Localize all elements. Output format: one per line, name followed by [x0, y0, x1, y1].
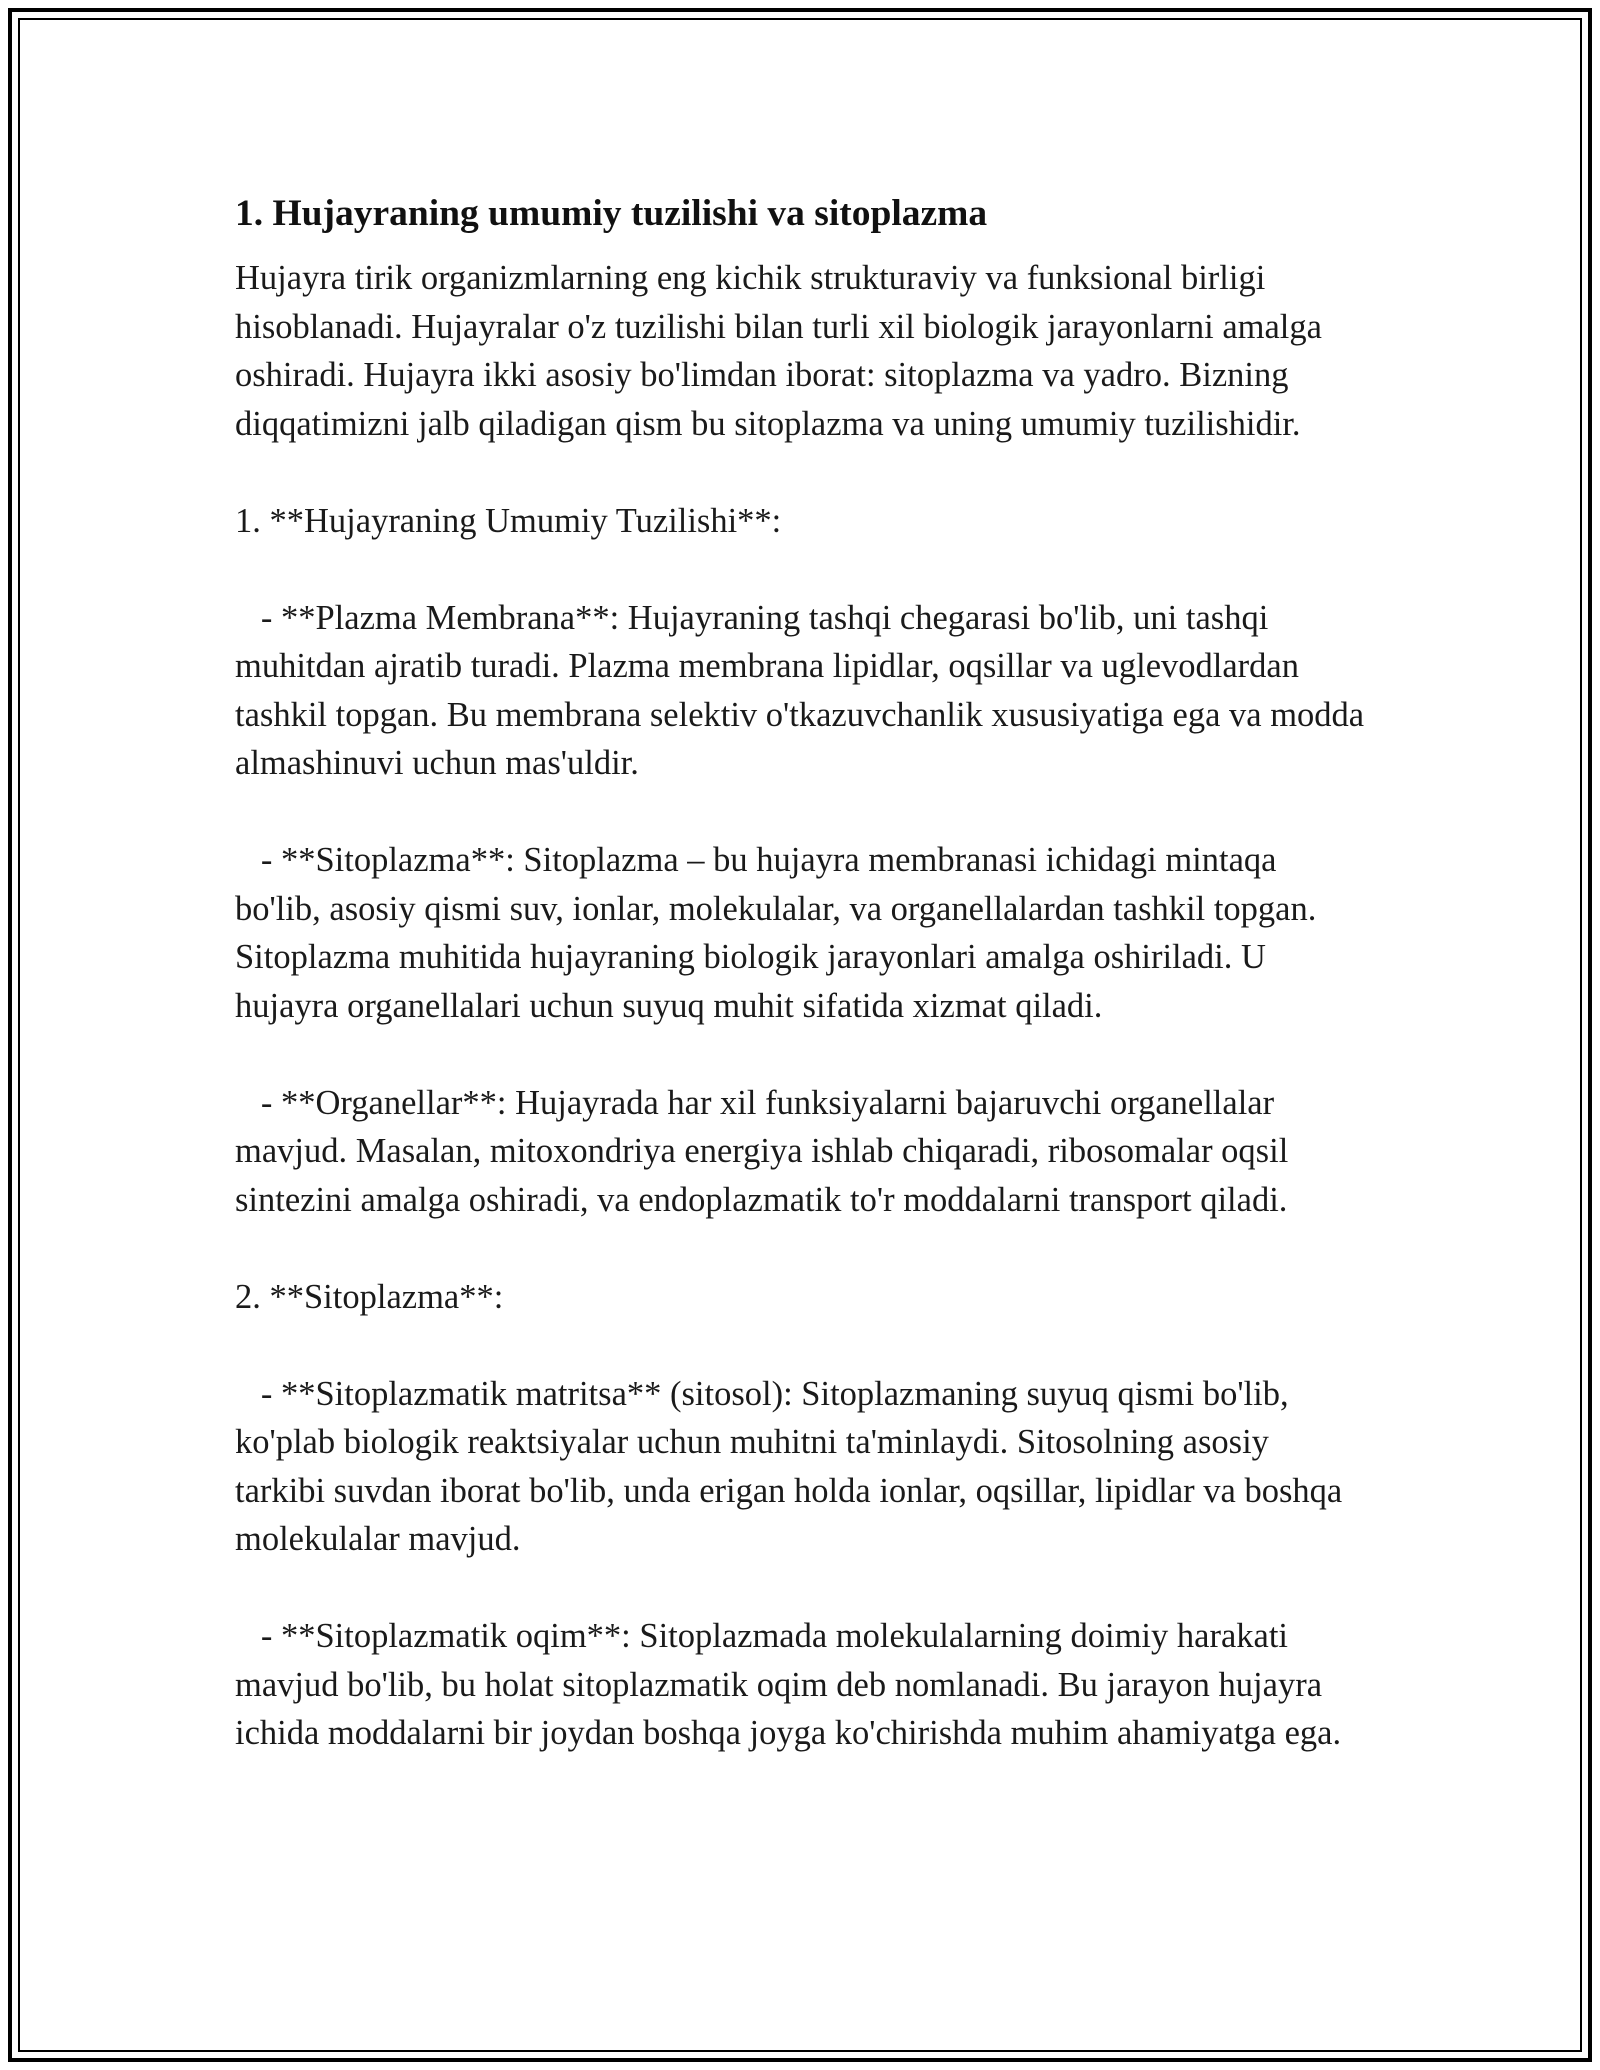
section-heading-umumiy-tuzilishi: 1. **Hujayraning Umumiy Tuzilishi**:	[235, 501, 782, 540]
section-heading-sitoplazma: 2. **Sitoplazma**:	[235, 1277, 504, 1316]
list-item-sitoplazmatik-oqim: - **Sitoplazmatik oqim**: Sitoplazmada molekulalarning doimiy harakati mavjud bo'lib, bu holat sitoplazmatik oqim deb nomlanadi. Bu jarayon hujayra ichida moddalarni bir joydan boshqa joyga ko'chirishda muhim ahamiyatga ega.	[235, 1617, 1342, 1752]
document-body	[235, 190, 1373, 1758]
list-item-sitoplazmatik-matritsa: - **Sitoplazmatik matritsa** (sitosol): Sitoplazmaning suyuq qismi bo'lib, ko'plab biologik reaktsiyalar uchun muhitni ta'minlaydi. Sitosolning asosiy tarkibi suvdan iborat bo'lib, unda erigan holda ionlar, oqsillar, lipidlar va boshqa molekulalar mavjud.	[235, 1374, 1351, 1558]
intro-paragraph: Hujayra tirik organizmlarning eng kichik strukturaviy va funksional birligi hisoblanadi. Hujayralar o'z tuzilishi bilan turli xil biologik jarayonlarni amalga oshiradi. Hujayra ikki asosiy bo'limdan iborat: sitoplazma va yadro. Bizning diqqatimizni jalb qiladigan qism bu sitoplazma va uning umumiy tuzilishidir.	[235, 259, 1331, 443]
document-title: 1. Hujayraning umumiy tuzilishi va sitoplazma	[235, 193, 988, 234]
list-item-organellar: - **Organellar**: Hujayrada har xil funksiyalarni bajaruvchi organellalar mavjud. Masalan, mitoxondriya energiya ishlab chiqaradi, ribosomalar oqsil sintezini amalga oshiradi, va endoplazmatik to'r moddalarni transport qiladi.	[235, 1083, 1297, 1219]
list-item-sitoplazma: - **Sitoplazma**: Sitoplazma – bu hujayra membranasi ichidagi mintaqa bo'lib, asosiy qismi suv, ionlar, molekulalar, va organellalardan tashkil topgan. Sitoplazma muhitida hujayraning biologik jarayonlari amalga oshiriladi. U hujayra organellalari uchun suyuq muhit sifatida xizmat qiladi.	[235, 841, 1325, 1025]
list-item-plazma-membrana: - **Plazma Membrana**: Hujayraning tashqi chegarasi bo'lib, uni tashqi muhitdan ajratib turadi. Plazma membrana lipidlar, oqsillar va uglevodlardan tashkil topgan. Bu membrana selektiv o'tkazuvchanlik xususiyatiga ega va modda almashinuvi uchun mas'uldir.	[235, 598, 1373, 782]
